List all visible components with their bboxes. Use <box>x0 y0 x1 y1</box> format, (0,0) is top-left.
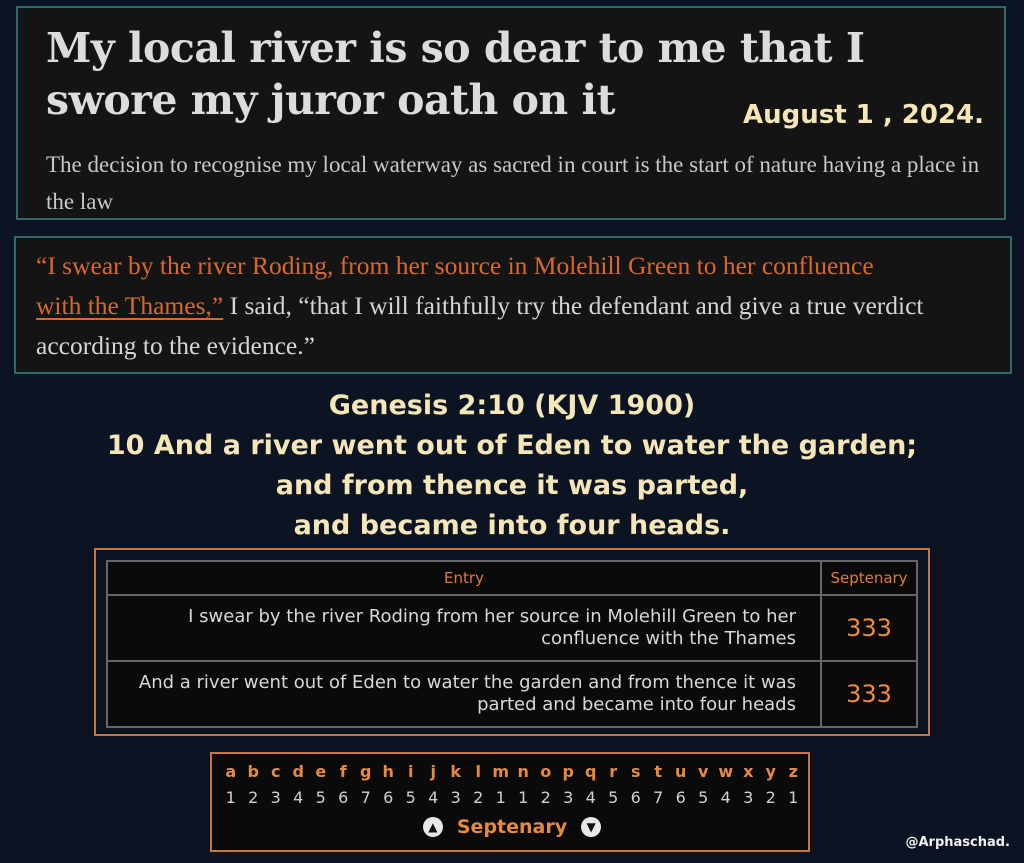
quote-excerpt <box>14 236 1012 374</box>
cipher-letter: x <box>743 762 754 781</box>
verse-line-3: and became into four heads. <box>293 510 731 541</box>
cipher-letter: b <box>247 762 259 781</box>
date-label: August 1 , 2024. <box>742 100 984 130</box>
cipher-letter: f <box>339 762 347 781</box>
cipher-letter: d <box>292 762 304 781</box>
cipher-number: 6 <box>675 788 686 807</box>
cipher-letter: u <box>675 762 687 781</box>
article-header <box>16 6 1006 220</box>
subheadline: The decision to recognise my local waterway as sacred in court is the start of nature having a place in the law <box>46 152 980 214</box>
cipher-letter: w <box>718 762 734 781</box>
gematria-table <box>106 560 918 728</box>
cipher-number: 6 <box>338 788 349 807</box>
cipher-letter: y <box>765 762 776 781</box>
cipher-letter: q <box>585 762 597 781</box>
cipher-name: Septenary <box>456 816 568 838</box>
table-row <box>107 661 917 727</box>
cipher-letter: p <box>562 762 574 781</box>
verse-line-2: and from thence it was parted, <box>275 470 749 501</box>
cipher-number: 1 <box>788 788 799 807</box>
bible-verse <box>0 386 1024 546</box>
cipher-letter: g <box>360 762 372 781</box>
cipher-number: 1 <box>495 788 506 807</box>
cipher-letter: o <box>540 762 552 781</box>
cipher-letter: h <box>382 762 394 781</box>
cipher-number: 6 <box>630 788 641 807</box>
entry-column-header: Entry <box>107 561 821 595</box>
cipher-number: 6 <box>383 788 394 807</box>
cipher-letter: e <box>315 762 327 781</box>
cipher-number: 2 <box>540 788 551 807</box>
cipher-number: 3 <box>270 788 281 807</box>
row-value: 333 <box>821 595 917 661</box>
cipher-number: 2 <box>248 788 259 807</box>
row-value: 333 <box>821 661 917 727</box>
cipher-number: 3 <box>743 788 754 807</box>
verse-line-1: 10 And a river went out of Eden to water the garden; <box>106 430 918 461</box>
cipher-letters-row <box>212 762 812 781</box>
row-entry: I swear by the river Roding from her source in Molehill Green to her confluence with the Thames <box>107 595 821 661</box>
row-entry: And a river went out of Eden to water the garden and from thence it was parted and became into four heads <box>107 661 821 727</box>
value-column-header: Septenary <box>821 561 917 595</box>
quote-oath-text: “I swear by the river Roding, from her source in Molehill Green to her confluence <box>36 251 874 280</box>
cipher-number: 2 <box>473 788 484 807</box>
table-row <box>107 595 917 661</box>
cipher-letter: c <box>271 762 281 781</box>
cipher-letter: v <box>698 762 709 781</box>
cipher-numbers-row <box>212 788 812 807</box>
cipher-number: 5 <box>315 788 326 807</box>
cipher-letter: z <box>788 762 798 781</box>
cipher-number: 5 <box>608 788 619 807</box>
cipher-letter: a <box>225 762 237 781</box>
quote-oath-link[interactable]: with the Thames,” <box>36 291 224 320</box>
cipher-number: 2 <box>765 788 776 807</box>
cipher-number: 3 <box>450 788 461 807</box>
quote-remainder: I said, “that I will faithfully try the defendant and give a true verdict according to the evidence.” <box>36 291 924 360</box>
cipher-number: 4 <box>585 788 596 807</box>
cipher-letter: i <box>408 762 414 781</box>
cipher-number: 4 <box>293 788 304 807</box>
chevron-up-icon[interactable]: ▲ <box>423 817 443 837</box>
cipher-number: 5 <box>698 788 709 807</box>
cipher-letter: t <box>654 762 663 781</box>
cipher-letter: j <box>430 762 436 781</box>
cipher-number: 1 <box>225 788 236 807</box>
cipher-letter: l <box>475 762 481 781</box>
quote-text <box>36 246 1004 366</box>
cipher-number: 5 <box>405 788 416 807</box>
cipher-panel <box>210 752 810 852</box>
cipher-number: 1 <box>518 788 529 807</box>
cipher-number: 3 <box>563 788 574 807</box>
cipher-number: 7 <box>653 788 664 807</box>
cipher-letter: r <box>609 762 618 781</box>
cipher-number: 7 <box>360 788 371 807</box>
cipher-letter: m <box>492 762 510 781</box>
headline: My local river is so dear to me that I swore my juror oath on it <box>46 24 865 124</box>
cipher-letter: s <box>630 762 641 781</box>
cipher-number: 4 <box>720 788 731 807</box>
gematria-table-frame <box>94 548 930 736</box>
cipher-letter: n <box>517 762 529 781</box>
cipher-selector <box>212 816 812 838</box>
cipher-letter: k <box>450 762 462 781</box>
author-credit: @Arphaschad. <box>905 835 1010 850</box>
verse-reference: Genesis 2:10 (KJV 1900) <box>328 390 696 421</box>
table-header-row <box>107 561 917 595</box>
cipher-number: 4 <box>428 788 439 807</box>
chevron-down-icon[interactable]: ▼ <box>581 817 601 837</box>
